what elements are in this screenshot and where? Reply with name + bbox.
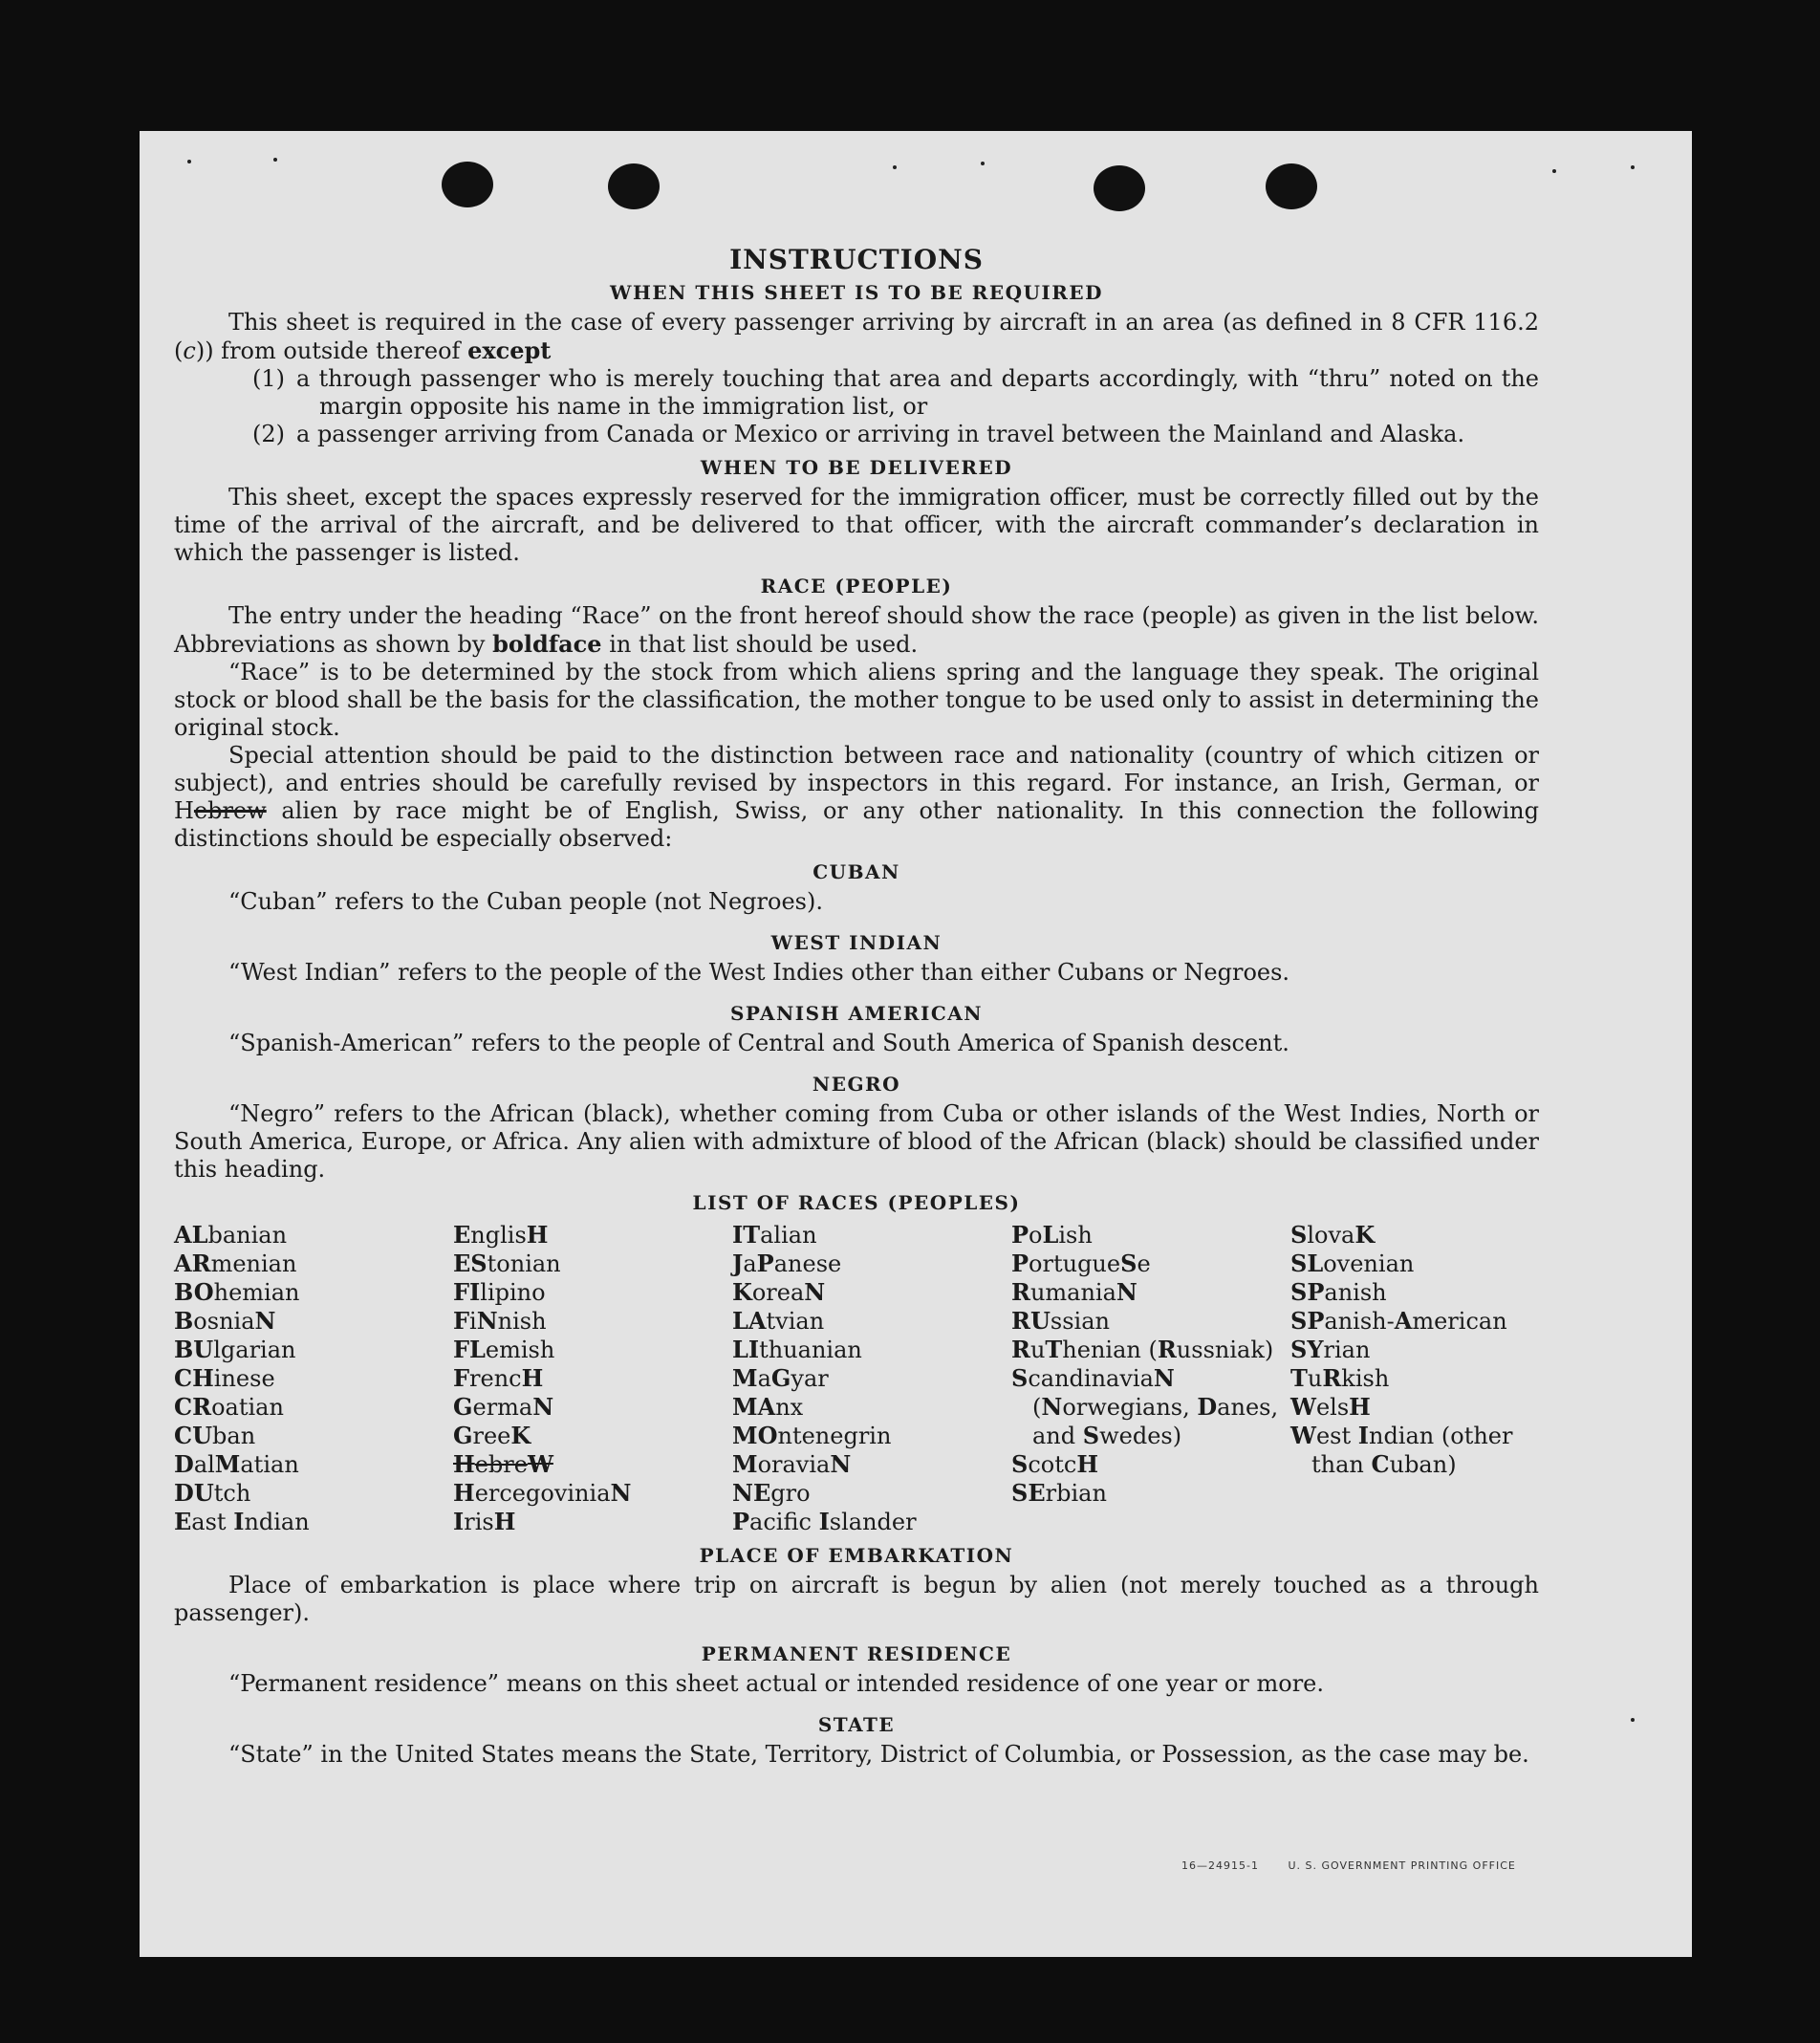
paragraph-race-1: The entry under the heading “Race” on the front hereof should show the race (people) as given in the list below. Abbreviations as shown by boldface in that list should be used.	[174, 602, 1539, 658]
races-column-5	[1290, 1221, 1570, 1536]
document-sheet	[140, 131, 1692, 1957]
race-item: RUssian	[1011, 1307, 1110, 1335]
race-item: NEgro	[732, 1479, 811, 1507]
paragraph-west-indian: “West Indian” refers to the people of the West Indies other than either Cubans or Negroes.	[228, 959, 1290, 986]
paragraph-when-required: This sheet is required in the case of every passenger arriving by aircraft in an area (as defined in 8 CFR 116.2 (c)) from outside thereof except	[174, 309, 1539, 364]
race-item: Pacific Islander	[732, 1508, 917, 1535]
heading-race: RACE (PEOPLE)	[760, 575, 953, 598]
exception-item-1: (1) a through passenger who is merely touching that area and departs accordingly, with “thru” noted on the margin opposite his name in the immigration list, or	[252, 365, 1539, 420]
race-item: SPanish-American	[1290, 1307, 1507, 1335]
speck	[1552, 169, 1556, 173]
race-item: East Indian	[174, 1508, 310, 1535]
race-item: SYrian	[1290, 1336, 1371, 1363]
form-number: 16—24915-1	[1181, 1859, 1259, 1872]
race-item: FLemish	[453, 1336, 555, 1363]
race-item: WelsH	[1290, 1393, 1371, 1421]
heading-west-indian: WEST INDIAN	[770, 931, 942, 954]
punch-hole	[442, 162, 493, 207]
race-item: West Indian (other than Cuban)	[1290, 1422, 1513, 1478]
race-item: HercegoviniaN	[453, 1479, 632, 1507]
punch-hole	[1094, 165, 1145, 211]
heading-list-of-races: LIST OF RACES (PEOPLES)	[692, 1191, 1021, 1214]
race-item: CUban	[174, 1422, 256, 1449]
race-item: ScotcH	[1011, 1450, 1099, 1478]
speck	[981, 162, 985, 165]
paragraph-spanish-american: “Spanish-American” refers to the people of Central and South America of Spanish descent.	[228, 1030, 1289, 1056]
race-item: FrencH	[453, 1364, 544, 1392]
punch-hole	[608, 163, 660, 209]
race-item: LAtvian	[732, 1307, 825, 1335]
race-item: GermaN	[453, 1393, 554, 1421]
speck	[1631, 165, 1635, 169]
speck	[1631, 1718, 1635, 1722]
race-item: DUtch	[174, 1479, 251, 1507]
heading-embarkation: PLACE OF EMBARKATION	[699, 1544, 1014, 1567]
punch-hole	[1266, 163, 1317, 209]
race-item: ScandinaviaN (Norwegians, Danes, and Swedes)	[1011, 1364, 1279, 1449]
race-item: FIlipino	[453, 1278, 546, 1306]
races-column-3	[732, 1221, 1011, 1536]
race-item: SErbian	[1011, 1479, 1107, 1507]
race-item: RumaniaN	[1011, 1278, 1138, 1306]
race-item: EnglisH	[453, 1221, 549, 1249]
speck	[273, 158, 277, 162]
speck	[893, 165, 897, 169]
race-item: CRoatian	[174, 1393, 284, 1421]
race-item: MaGyar	[732, 1364, 829, 1392]
race-item: MOntenegrin	[732, 1422, 892, 1449]
race-item: SPanish	[1290, 1278, 1387, 1306]
race-item: PoLish	[1011, 1221, 1093, 1249]
race-item: PortugueSe	[1011, 1250, 1151, 1277]
paragraph-race-3: Special attention should be paid to the distinction between race and nationality (country of which citizen or subject), and entries should be carefully revised by inspectors in this regard. For instance, an Irish, German, or Hebrew alien by race might be of English, Swiss, or any other nationality. In this connection the following distinctions should be especially observed:	[174, 742, 1539, 852]
instructions-content	[174, 246, 1539, 1769]
races-column-1	[174, 1221, 453, 1536]
race-item: BOhemian	[174, 1278, 300, 1306]
races-column-4	[1011, 1221, 1290, 1536]
race-item: HebreW	[453, 1450, 553, 1478]
printer-name: U. S. GOVERNMENT PRINTING OFFICE	[1288, 1859, 1516, 1872]
paragraph-cuban: “Cuban” refers to the Cuban people (not Negroes).	[228, 888, 823, 915]
heading-negro: NEGRO	[812, 1073, 901, 1096]
race-item: KoreaN	[732, 1278, 826, 1306]
race-item: BosniaN	[174, 1307, 276, 1335]
paragraph-race-2: “Race” is to be determined by the stock from which aliens spring and the language they speak. The original stock or blood shall be the basis for the classification, the mother tongue to be used only to assist in determining the original stock.	[174, 659, 1539, 741]
race-item: TuRkish	[1290, 1364, 1390, 1392]
race-item: EStonian	[453, 1250, 561, 1277]
heading-cuban: CUBAN	[812, 860, 900, 883]
race-item: SLovenian	[1290, 1250, 1415, 1277]
race-item: RuThenian (Russniak)	[1011, 1336, 1274, 1363]
page-title: INSTRUCTIONS	[729, 244, 984, 275]
race-item: FiNnish	[453, 1307, 547, 1335]
race-item: MAnx	[732, 1393, 804, 1421]
race-item: LIthuanian	[732, 1336, 862, 1363]
races-list	[174, 1221, 1539, 1536]
races-column-2	[453, 1221, 732, 1536]
heading-state: STATE	[817, 1713, 896, 1736]
race-item: MoraviaN	[732, 1450, 852, 1478]
race-item: BUlgarian	[174, 1336, 296, 1363]
paragraph-state: “State” in the United States means the State, Territory, District of Columbia, or Possession, as the case may be.	[228, 1741, 1529, 1768]
heading-permanent-residence: PERMANENT RESIDENCE	[701, 1642, 1012, 1665]
heading-when-delivered: WHEN TO BE DELIVERED	[700, 456, 1013, 479]
race-item: CHinese	[174, 1364, 275, 1392]
race-item: GreeK	[453, 1422, 531, 1449]
heading-spanish-american: SPANISH AMERICAN	[729, 1002, 984, 1025]
race-item: ALbanian	[174, 1221, 288, 1249]
speck	[187, 160, 191, 163]
race-item: DalMatian	[174, 1450, 299, 1478]
race-item: JaPanese	[732, 1250, 842, 1277]
paragraph-permanent-residence: “Permanent residence” means on this sheet actual or intended residence of one year or more.	[228, 1670, 1324, 1697]
race-item: ITalian	[732, 1221, 817, 1249]
paragraph-embarkation: Place of embarkation is place where trip on aircraft is begun by alien (not merely touched as a through passenger).	[174, 1572, 1539, 1626]
paragraph-when-delivered: This sheet, except the spaces expressly reserved for the immigration officer, must be correctly filled out by the time of the arrival of the aircraft, and be delivered to that officer, with the aircraft commander’s declaration in which the passenger is listed.	[174, 484, 1539, 566]
heading-when-required: WHEN THIS SHEET IS TO BE REQUIRED	[610, 281, 1103, 304]
race-item: SlovaK	[1290, 1221, 1376, 1249]
exception-item-2: (2) a passenger arriving from Canada or Mexico or arriving in travel between the Mainland and Alaska.	[252, 421, 1465, 447]
race-item: ARmenian	[174, 1250, 297, 1277]
paragraph-negro: “Negro” refers to the African (black), whether coming from Cuba or other islands of the West Indies, North or South America, Europe, or Africa. Any alien with admixture of blood of the African (black) should be classified under this heading.	[174, 1100, 1539, 1183]
race-item: IrisH	[453, 1508, 516, 1535]
footer-imprint	[1181, 1859, 1541, 1872]
